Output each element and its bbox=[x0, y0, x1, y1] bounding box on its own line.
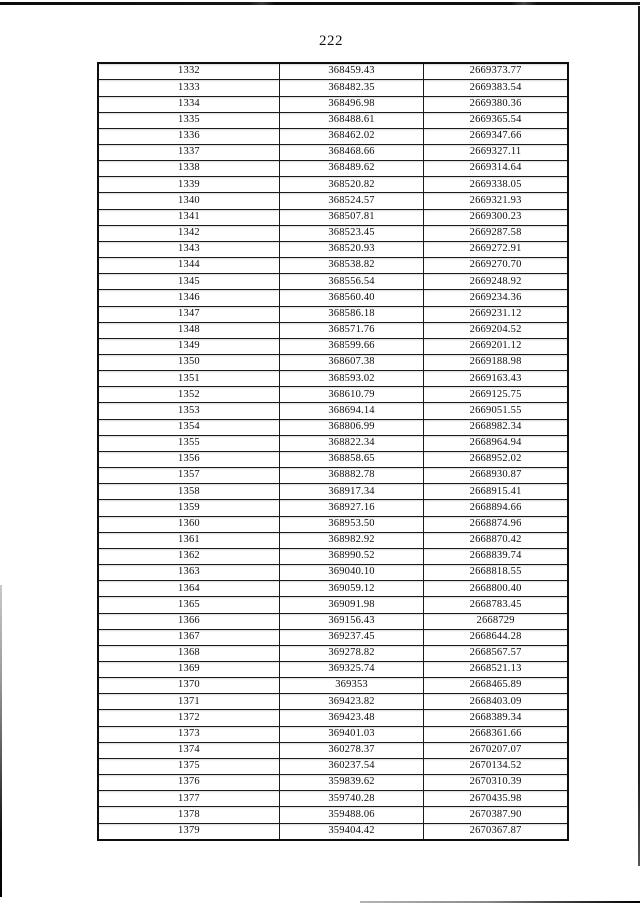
table-row bbox=[98, 807, 568, 823]
coordinate-table bbox=[97, 62, 569, 841]
northing-cell: 2669321.93 bbox=[424, 193, 568, 209]
table-row bbox=[98, 435, 568, 451]
northing-cell: 2668389.34 bbox=[424, 710, 568, 726]
point-id-cell: 1350 bbox=[98, 355, 279, 371]
point-id-cell: 1357 bbox=[98, 468, 279, 484]
northing-cell: 2668567.57 bbox=[424, 645, 568, 661]
point-id-cell: 1339 bbox=[98, 177, 279, 193]
northing-cell: 2668874.96 bbox=[424, 516, 568, 532]
easting-cell: 368599.66 bbox=[279, 338, 423, 354]
northing-cell: 2668644.28 bbox=[424, 629, 568, 645]
table-row bbox=[98, 80, 568, 96]
table-row bbox=[98, 645, 568, 661]
easting-cell: 368882.78 bbox=[279, 468, 423, 484]
northing-cell: 2669327.11 bbox=[424, 144, 568, 160]
easting-cell: 368523.45 bbox=[279, 225, 423, 241]
point-id-cell: 1336 bbox=[98, 128, 279, 144]
northing-cell: 2669270.70 bbox=[424, 258, 568, 274]
point-id-cell: 1358 bbox=[98, 484, 279, 500]
easting-cell: 369423.82 bbox=[279, 694, 423, 710]
point-id-cell: 1368 bbox=[98, 645, 279, 661]
easting-cell: 368571.76 bbox=[279, 322, 423, 338]
easting-cell: 368953.50 bbox=[279, 516, 423, 532]
table-row bbox=[98, 597, 568, 613]
table-row bbox=[98, 419, 568, 435]
northing-cell: 2669347.66 bbox=[424, 128, 568, 144]
table-row bbox=[98, 451, 568, 467]
northing-cell: 2668915.41 bbox=[424, 484, 568, 500]
northing-cell: 2668729 bbox=[424, 613, 568, 629]
easting-cell: 369325.74 bbox=[279, 661, 423, 677]
easting-cell: 368822.34 bbox=[279, 435, 423, 451]
easting-cell: 359839.62 bbox=[279, 775, 423, 791]
table-row bbox=[98, 128, 568, 144]
easting-cell: 368927.16 bbox=[279, 500, 423, 516]
table-row bbox=[98, 161, 568, 177]
table-row bbox=[98, 532, 568, 548]
point-id-cell: 1362 bbox=[98, 548, 279, 564]
northing-cell: 2668964.94 bbox=[424, 435, 568, 451]
table-row bbox=[98, 338, 568, 354]
point-id-cell: 1377 bbox=[98, 791, 279, 807]
northing-cell: 2669314.64 bbox=[424, 161, 568, 177]
page-number: 222 bbox=[319, 33, 343, 49]
northing-cell: 2668894.66 bbox=[424, 500, 568, 516]
easting-cell: 368607.38 bbox=[279, 355, 423, 371]
point-id-cell: 1344 bbox=[98, 258, 279, 274]
northing-cell: 2670207.07 bbox=[424, 742, 568, 758]
point-id-cell: 1378 bbox=[98, 807, 279, 823]
easting-cell: 368694.14 bbox=[279, 403, 423, 419]
table-row bbox=[98, 484, 568, 500]
northing-cell: 2668839.74 bbox=[424, 548, 568, 564]
easting-cell: 368982.92 bbox=[279, 532, 423, 548]
point-id-cell: 1340 bbox=[98, 193, 279, 209]
page-edge-left-line bbox=[0, 585, 2, 897]
northing-cell: 2670387.90 bbox=[424, 807, 568, 823]
easting-cell: 368462.02 bbox=[279, 128, 423, 144]
northing-cell: 2668800.40 bbox=[424, 581, 568, 597]
point-id-cell: 1349 bbox=[98, 338, 279, 354]
point-id-cell: 1367 bbox=[98, 629, 279, 645]
point-id-cell: 1361 bbox=[98, 532, 279, 548]
northing-cell: 2670310.39 bbox=[424, 775, 568, 791]
table-row bbox=[98, 823, 568, 840]
point-id-cell: 1364 bbox=[98, 581, 279, 597]
table-row bbox=[98, 468, 568, 484]
easting-cell: 359404.42 bbox=[279, 823, 423, 840]
table-row bbox=[98, 96, 568, 112]
northing-cell: 2669204.52 bbox=[424, 322, 568, 338]
easting-cell: 368610.79 bbox=[279, 387, 423, 403]
easting-cell: 369156.43 bbox=[279, 613, 423, 629]
northing-cell: 2670134.52 bbox=[424, 758, 568, 774]
northing-cell: 2669300.23 bbox=[424, 209, 568, 225]
coordinate-table-body bbox=[98, 63, 568, 840]
easting-cell: 368520.93 bbox=[279, 241, 423, 257]
easting-cell: 369353 bbox=[279, 678, 423, 694]
easting-cell: 359488.06 bbox=[279, 807, 423, 823]
point-id-cell: 1351 bbox=[98, 371, 279, 387]
point-id-cell: 1343 bbox=[98, 241, 279, 257]
northing-cell: 2668952.02 bbox=[424, 451, 568, 467]
point-id-cell: 1373 bbox=[98, 726, 279, 742]
table-row bbox=[98, 548, 568, 564]
table-row bbox=[98, 322, 568, 338]
northing-cell: 2668930.87 bbox=[424, 468, 568, 484]
easting-cell: 369237.45 bbox=[279, 629, 423, 645]
table-row bbox=[98, 565, 568, 581]
table-row bbox=[98, 710, 568, 726]
easting-cell: 368806.99 bbox=[279, 419, 423, 435]
point-id-cell: 1337 bbox=[98, 144, 279, 160]
easting-cell: 360278.37 bbox=[279, 742, 423, 758]
easting-cell: 368488.61 bbox=[279, 112, 423, 128]
easting-cell: 368858.65 bbox=[279, 451, 423, 467]
table-row bbox=[98, 177, 568, 193]
northing-cell: 2669051.55 bbox=[424, 403, 568, 419]
northing-cell: 2669287.58 bbox=[424, 225, 568, 241]
table-row bbox=[98, 225, 568, 241]
easting-cell: 360237.54 bbox=[279, 758, 423, 774]
northing-cell: 2669163.43 bbox=[424, 371, 568, 387]
point-id-cell: 1359 bbox=[98, 500, 279, 516]
table-row bbox=[98, 209, 568, 225]
easting-cell: 368468.66 bbox=[279, 144, 423, 160]
easting-cell: 368459.43 bbox=[279, 63, 423, 80]
northing-cell: 2670435.98 bbox=[424, 791, 568, 807]
point-id-cell: 1354 bbox=[98, 419, 279, 435]
northing-cell: 2668982.34 bbox=[424, 419, 568, 435]
easting-cell: 359740.28 bbox=[279, 791, 423, 807]
point-id-cell: 1371 bbox=[98, 694, 279, 710]
point-id-cell: 1352 bbox=[98, 387, 279, 403]
northing-cell: 2668783.45 bbox=[424, 597, 568, 613]
point-id-cell: 1345 bbox=[98, 274, 279, 290]
table-row bbox=[98, 241, 568, 257]
point-id-cell: 1366 bbox=[98, 613, 279, 629]
northing-cell: 2668870.42 bbox=[424, 532, 568, 548]
northing-cell: 2669383.54 bbox=[424, 80, 568, 96]
table-row bbox=[98, 258, 568, 274]
easting-cell: 368496.98 bbox=[279, 96, 423, 112]
table-row bbox=[98, 371, 568, 387]
point-id-cell: 1342 bbox=[98, 225, 279, 241]
northing-cell: 2669201.12 bbox=[424, 338, 568, 354]
easting-cell: 368489.62 bbox=[279, 161, 423, 177]
table-row bbox=[98, 112, 568, 128]
point-id-cell: 1347 bbox=[98, 306, 279, 322]
page-edge-top-line bbox=[0, 2, 640, 5]
easting-cell: 369059.12 bbox=[279, 581, 423, 597]
easting-cell: 368586.18 bbox=[279, 306, 423, 322]
point-id-cell: 1369 bbox=[98, 661, 279, 677]
point-id-cell: 1335 bbox=[98, 112, 279, 128]
easting-cell: 369040.10 bbox=[279, 565, 423, 581]
easting-cell: 369091.98 bbox=[279, 597, 423, 613]
table-row bbox=[98, 500, 568, 516]
easting-cell: 368560.40 bbox=[279, 290, 423, 306]
northing-cell: 2669234.36 bbox=[424, 290, 568, 306]
point-id-cell: 1356 bbox=[98, 451, 279, 467]
table-row bbox=[98, 516, 568, 532]
table-row bbox=[98, 306, 568, 322]
table-row bbox=[98, 775, 568, 791]
northing-cell: 2669338.05 bbox=[424, 177, 568, 193]
table-row bbox=[98, 290, 568, 306]
table-row bbox=[98, 613, 568, 629]
table-row bbox=[98, 387, 568, 403]
table-row bbox=[98, 629, 568, 645]
northing-cell: 2669365.54 bbox=[424, 112, 568, 128]
point-id-cell: 1363 bbox=[98, 565, 279, 581]
table-row bbox=[98, 758, 568, 774]
easting-cell: 369278.82 bbox=[279, 645, 423, 661]
easting-cell: 369401.03 bbox=[279, 726, 423, 742]
point-id-cell: 1334 bbox=[98, 96, 279, 112]
table-row bbox=[98, 581, 568, 597]
point-id-cell: 1355 bbox=[98, 435, 279, 451]
table-row bbox=[98, 694, 568, 710]
page-edge-bottom-line bbox=[360, 901, 640, 903]
northing-cell: 2669380.36 bbox=[424, 96, 568, 112]
point-id-cell: 1332 bbox=[98, 63, 279, 80]
point-id-cell: 1338 bbox=[98, 161, 279, 177]
easting-cell: 368538.82 bbox=[279, 258, 423, 274]
point-id-cell: 1375 bbox=[98, 758, 279, 774]
easting-cell: 368593.02 bbox=[279, 371, 423, 387]
point-id-cell: 1346 bbox=[98, 290, 279, 306]
northing-cell: 2668361.66 bbox=[424, 726, 568, 742]
northing-cell: 2668521.13 bbox=[424, 661, 568, 677]
northing-cell: 2669248.92 bbox=[424, 274, 568, 290]
northing-cell: 2669373.77 bbox=[424, 63, 568, 80]
easting-cell: 368482.35 bbox=[279, 80, 423, 96]
table-row bbox=[98, 403, 568, 419]
table-row bbox=[98, 355, 568, 371]
northing-cell: 2668403.09 bbox=[424, 694, 568, 710]
northing-cell: 2669125.75 bbox=[424, 387, 568, 403]
table-row bbox=[98, 678, 568, 694]
point-id-cell: 1376 bbox=[98, 775, 279, 791]
point-id-cell: 1353 bbox=[98, 403, 279, 419]
table-row bbox=[98, 791, 568, 807]
easting-cell: 368556.54 bbox=[279, 274, 423, 290]
point-id-cell: 1341 bbox=[98, 209, 279, 225]
northing-cell: 2669231.12 bbox=[424, 306, 568, 322]
northing-cell: 2668818.55 bbox=[424, 565, 568, 581]
point-id-cell: 1360 bbox=[98, 516, 279, 532]
point-id-cell: 1333 bbox=[98, 80, 279, 96]
point-id-cell: 1372 bbox=[98, 710, 279, 726]
point-id-cell: 1370 bbox=[98, 678, 279, 694]
northing-cell: 2670367.87 bbox=[424, 823, 568, 840]
northing-cell: 2668465.89 bbox=[424, 678, 568, 694]
table-row bbox=[98, 742, 568, 758]
table-row bbox=[98, 63, 568, 80]
northing-cell: 2669188.98 bbox=[424, 355, 568, 371]
point-id-cell: 1365 bbox=[98, 597, 279, 613]
easting-cell: 368524.57 bbox=[279, 193, 423, 209]
easting-cell: 368507.81 bbox=[279, 209, 423, 225]
table-row bbox=[98, 274, 568, 290]
easting-cell: 369423.48 bbox=[279, 710, 423, 726]
table-row bbox=[98, 193, 568, 209]
easting-cell: 368990.52 bbox=[279, 548, 423, 564]
table-row bbox=[98, 726, 568, 742]
easting-cell: 368917.34 bbox=[279, 484, 423, 500]
easting-cell: 368520.82 bbox=[279, 177, 423, 193]
point-id-cell: 1379 bbox=[98, 823, 279, 840]
table-row bbox=[98, 661, 568, 677]
point-id-cell: 1374 bbox=[98, 742, 279, 758]
northing-cell: 2669272.91 bbox=[424, 241, 568, 257]
table-row bbox=[98, 144, 568, 160]
point-id-cell: 1348 bbox=[98, 322, 279, 338]
